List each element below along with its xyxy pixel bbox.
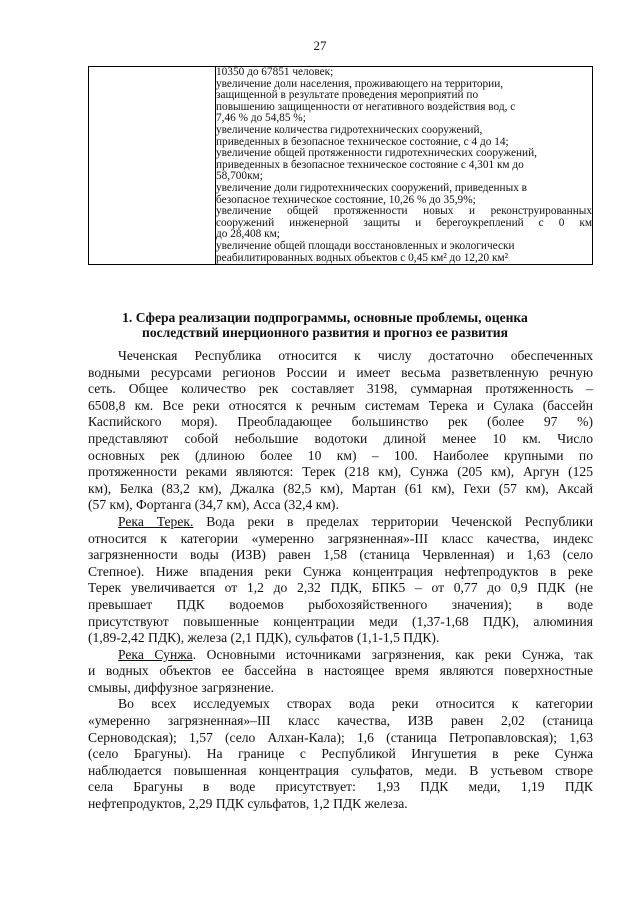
table-row — [89, 67, 593, 265]
table-cell-indicators — [216, 67, 593, 265]
paragraph-line: Во всех исследуемых створах вода реки относится к категории — [118, 696, 593, 712]
table-line: повышению защищенности от негативного воздействия вод, с — [216, 100, 516, 113]
paragraph-line: основных рек (длиною более 10 км) – 100. Наиболее крупными по — [88, 447, 593, 463]
paragraph-line: Чеченская Республика относится к числу достаточно обеспеченных — [118, 348, 593, 363]
paragraph-line: присутствуют повышенные концентрации меди (1,37-1,68 ПДК), алюминия — [88, 613, 593, 629]
table-cell-empty — [89, 67, 216, 265]
paragraph-line: нефтепродуктов, 2,29 ПДК сульфатов, 1,2 ПДК железа. — [88, 796, 408, 812]
river-sunzha-heading: Река Сунжа — [118, 646, 193, 662]
table-line: безопасное техническое состояние, 10,26 % до 35,9%; — [216, 193, 476, 206]
paragraph-line: наблюдается повышенная концентрация сульфатов, меди. В устьевом створе — [88, 762, 593, 778]
table-line: увеличение доли населения, проживающего на территории, — [216, 77, 504, 90]
paragraph-line: 6508,8 км. Все реки относятся к речным системам Терека и Сулака (бассейн — [88, 397, 593, 413]
paragraph-line: Терек увеличивается от 1,2 до 2,32 ПДК, БПК5 – от 0,77 до 0,9 ПДК (не — [88, 580, 593, 596]
table-line: сооружений инженерной защиты и берегоукреплений с 0 км — [216, 216, 592, 229]
table-line: увеличение количества гидротехнических сооружений, — [216, 123, 483, 136]
paragraph-line: Степное). Ниже впадения реки Сунжа концентрация нефтепродуктов в реке — [88, 563, 593, 579]
paragraph-line: относится к категории «умеренно загрязненная»-III класс качества, индекс — [88, 530, 593, 546]
paragraph-line: км), Белка (83,2 км), Джалка (82,5 км), Мартан (61 км), Гехи (57 км), Аксай — [88, 480, 593, 496]
table-line: увеличение общей площади восстановленных и экологически — [216, 239, 515, 252]
paragraph-line: села Брагуны в воде присутствует: 1,93 ПДК меди, 1,19 ПДК — [88, 779, 593, 795]
table-line: реабилитированных водных объектов с 0,45 км² до 12,20 км² — [216, 251, 509, 264]
paragraph-line: водными ресурсами регионов России и имеет весьма разветвленную речную — [88, 364, 593, 380]
paragraph-line: представляют собой небольшие водотоки длиной менее 10 км. Число — [88, 430, 593, 446]
table-line: 58,700км; — [216, 170, 263, 183]
paragraph-line: протяженности реками являются: Терек (218 км), Сунжа (205 км), Аргун (125 — [88, 464, 593, 480]
table-line: защищенной в результате проведения мероприятий по — [216, 89, 479, 102]
continuation-table — [88, 66, 593, 265]
heading-line: 1. Сфера реализации подпрограммы, основные проблемы, оценка — [122, 310, 528, 325]
paragraph-line: Каспийского моря). Преобладающее большинство рек (более 97 %) — [88, 414, 593, 430]
table-line: увеличение доли гидротехнических сооружений, приведенных в — [216, 181, 527, 194]
paragraph-line — [88, 514, 593, 531]
table-line: до 28,408 км; — [216, 228, 280, 241]
paragraph-line: (село Брагуны). На границе с Республикой Ингушетия в реке Сунжа — [88, 746, 593, 762]
table-line: увеличение общей протяженности новых и реконструированных — [216, 205, 592, 218]
paragraph-text: Вода реки в пределах территории Чеченской Республики — [193, 513, 593, 529]
paragraph-line: превышает ПДК водоемов рыбохозяйственного значения); в воде — [88, 596, 593, 612]
body-text — [88, 348, 593, 813]
paragraph-line — [88, 647, 593, 664]
table-line: 10350 до 67851 человек; — [216, 66, 334, 78]
table-line: приведенных в безопасное техническое состояние с 4,301 км до — [216, 158, 524, 171]
paragraph-line: смывы, диффузное загрязнение. — [88, 679, 275, 695]
paragraph-line: (1,89-2,42 ПДК), железа (2,1 ПДК), сульфатов (1,1-1,5 ПДК). — [88, 630, 440, 646]
paragraph-line: загрязненности воды (ИЗВ) равен 1,58 (станица Червленная) и 1,63 (село — [88, 547, 593, 563]
heading-line: последствий инерционного развития и прогноз ее развития — [141, 325, 508, 340]
paragraph-line: сеть. Общее количество рек составляет 3198, суммарная протяженность – — [88, 381, 593, 397]
table-line: увеличение общей протяженности гидротехнических сооружений, — [216, 147, 537, 160]
paragraph-text: . Основными источниками загрязнения, как реки Сунжа, так — [192, 646, 593, 662]
paragraph-line: и водных объектов ее бассейна в настоящее время являются поверхностные — [88, 663, 593, 679]
page-number: 27 — [313, 38, 327, 53]
table-line: приведенных в безопасное техническое состояние, с 4 до 14; — [216, 135, 509, 148]
table-line: 7,46 % до 54,85 %; — [216, 112, 306, 125]
paragraph-line: (57 км), Фортанга (34,7 км), Асса (32,4 км). — [88, 497, 339, 513]
paragraph-line: Серноводская); 1,57 (село Алхан-Кала); 1,6 (станица Петропавловская); 1,63 — [88, 729, 593, 745]
section-heading — [60, 310, 590, 340]
paragraph-line: «умеренно загрязненная»–III класс качества, ИЗВ равен 2,02 (станица — [88, 713, 593, 729]
river-terek-heading: Река Терек. — [118, 513, 194, 529]
